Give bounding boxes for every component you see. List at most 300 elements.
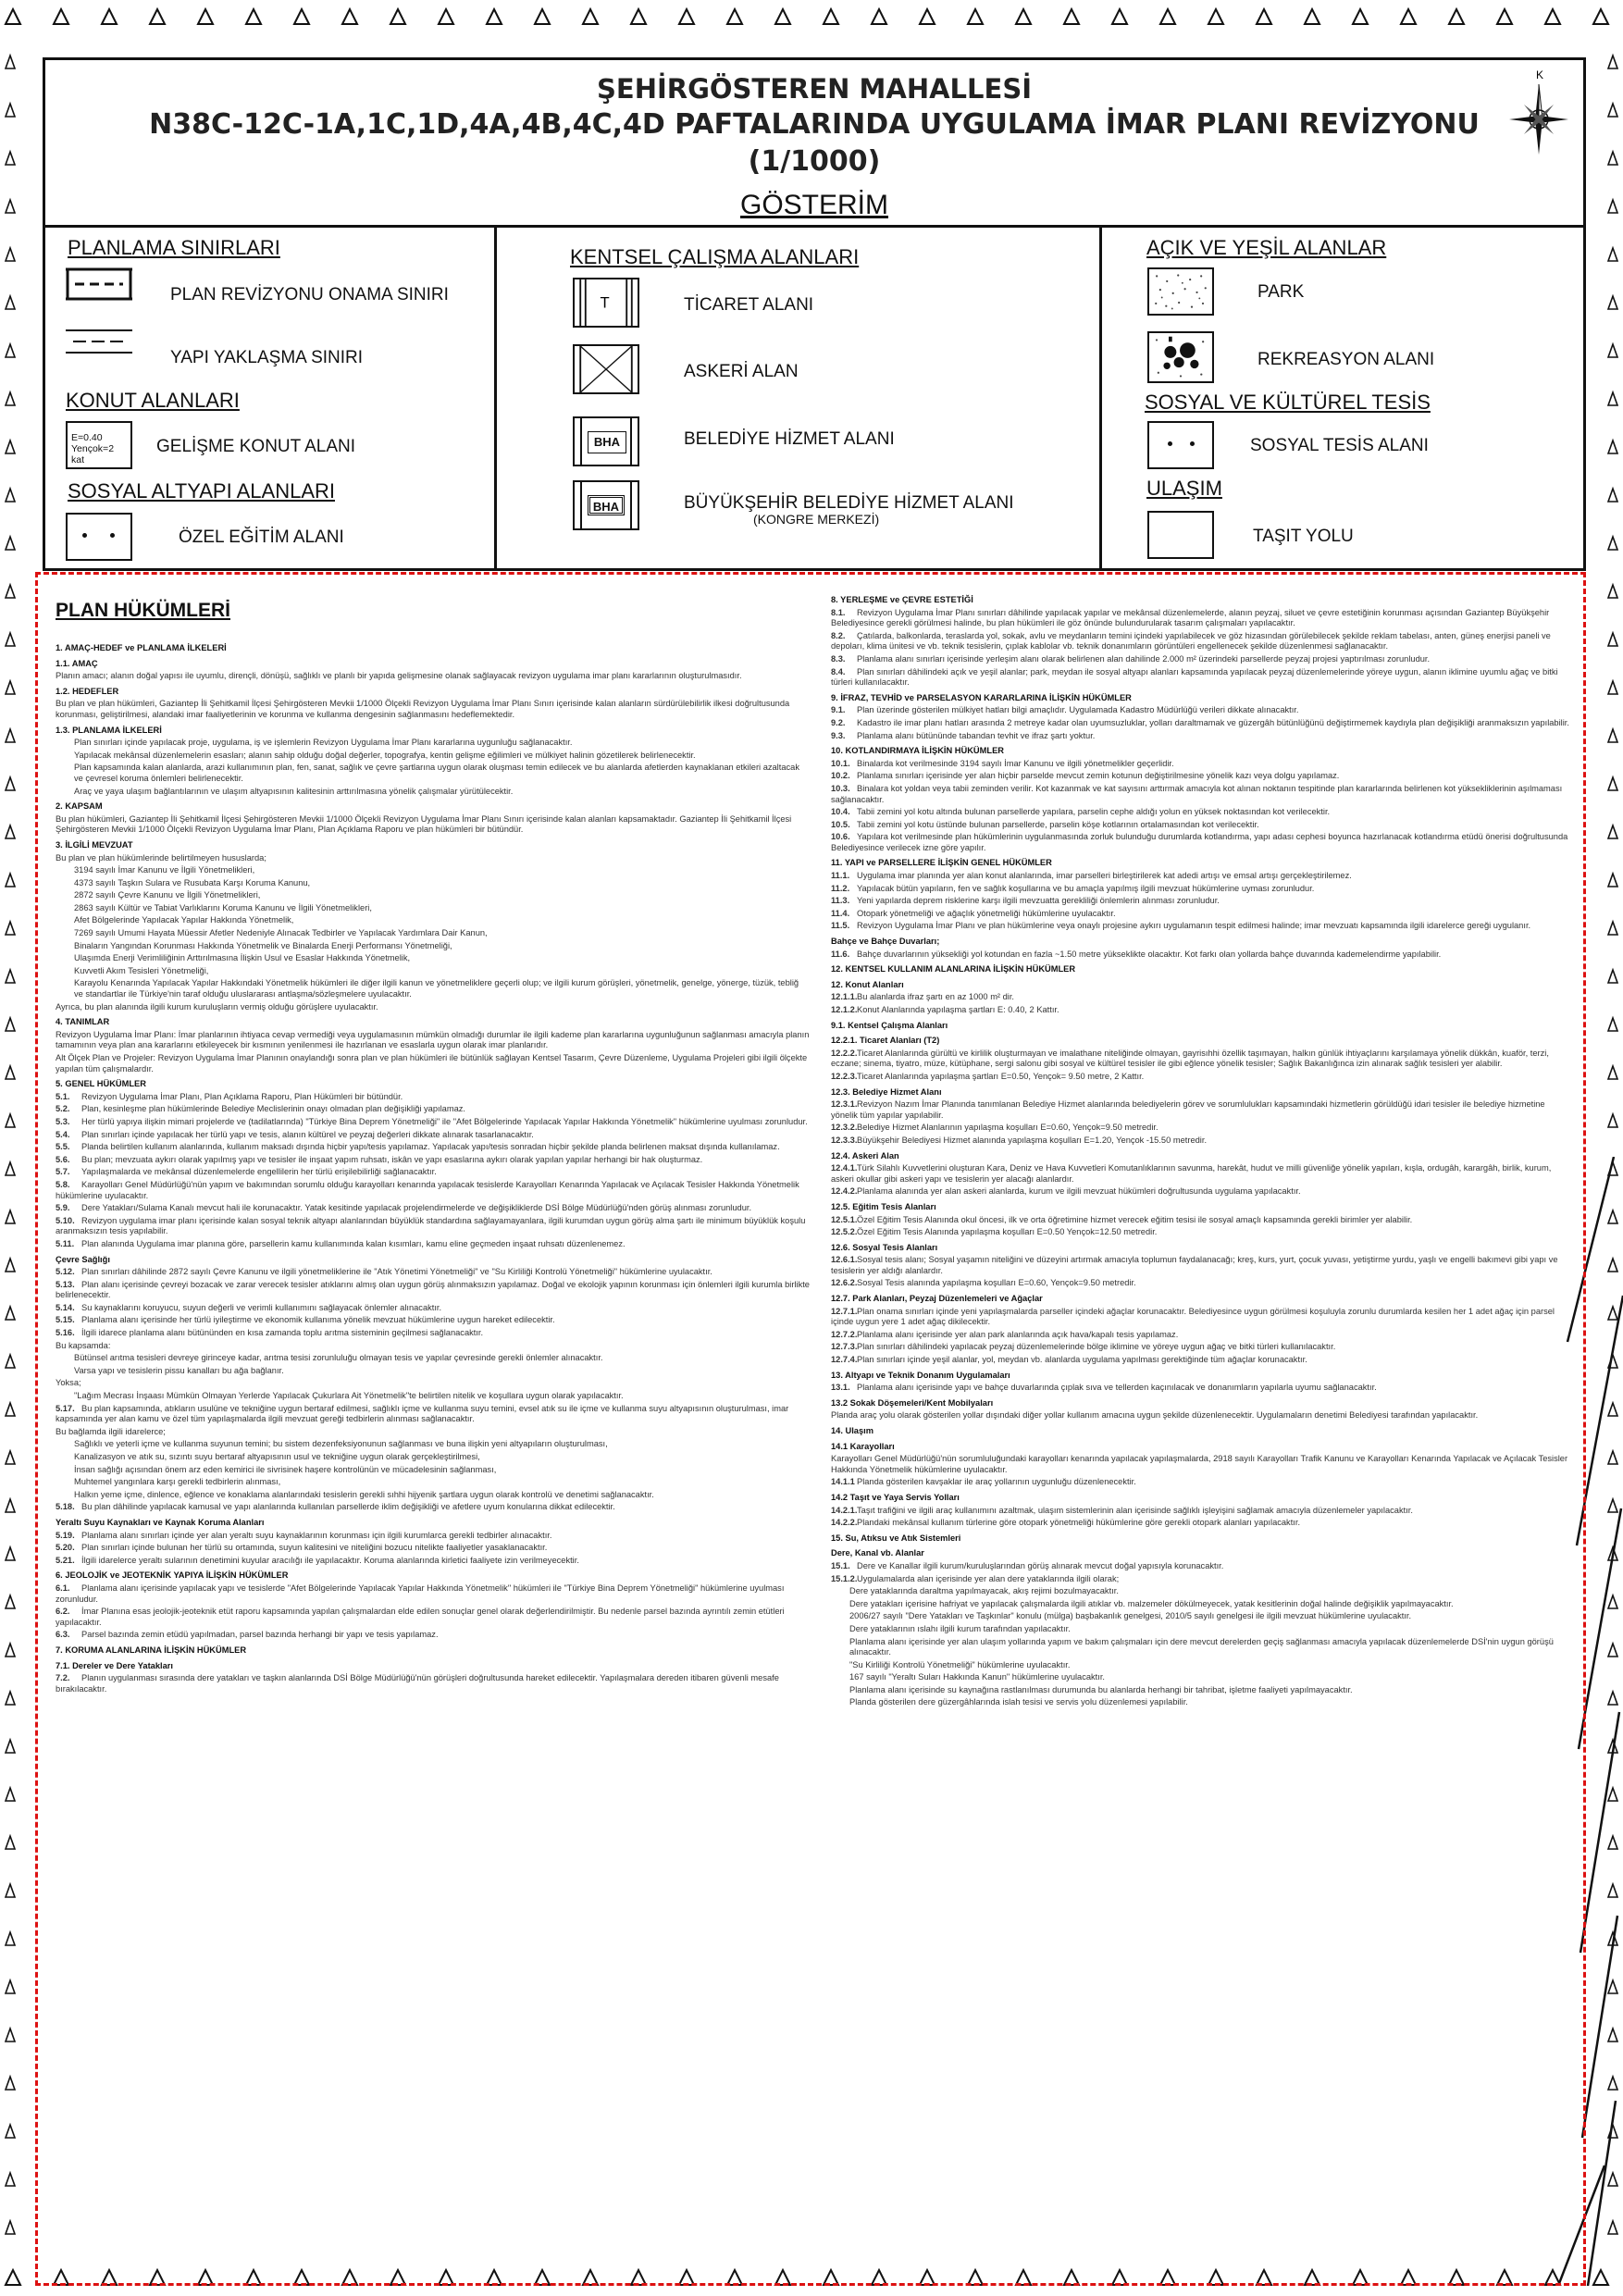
housing-far: E=0.40 xyxy=(71,432,103,443)
border-triangle xyxy=(6,1307,15,1320)
border-triangle xyxy=(6,200,15,213)
border-triangle xyxy=(1608,874,1617,887)
border-triangle xyxy=(6,392,15,405)
provision-item xyxy=(56,1203,810,1214)
provision-heading: 13. Altyapı ve Teknik Donanım Uygulamaları xyxy=(831,1370,1010,1380)
provision-text: Yapılara kot verilmesinde plan hükümlerinin uygulanmasında zorluk bulunduğu durumlarda kotlandırma, yapı adası cephesi boyunca hazırlanacak kotlandırma etüdü önerisi doğrultusunda Belediyesince verilecek izne göre yapılır. xyxy=(831,832,1568,852)
provision-text: Sosyal tesis alanı; Sosyal yaşamın niteliğini ve düzeyini artırmak amacıyla toplumun faydalanacağı; kreş, kurs, yurt, çocuk yuvası, yetiştirme yurdu, yaşlı ve engelli bakımevi gibi yapı ve tesislerin yer aldığı alanlardır. xyxy=(831,1255,1558,1275)
border-triangle xyxy=(1608,633,1617,646)
border-triangle xyxy=(1608,56,1617,68)
provision-number: 5.3. xyxy=(56,1116,70,1126)
provision-item xyxy=(831,896,1571,907)
border-triangle xyxy=(6,1066,15,1079)
border-triangle xyxy=(6,344,15,357)
provision-text: Yapılacak bütün yapıların, fen ve sağlık koşullarına ve bu amaçla yapılmış ilgili mevzuat hükümlerine uyması zorunludur. xyxy=(857,883,1315,893)
border-triangle xyxy=(727,9,742,24)
onama-siniri-label: PLAN REVİZYONU ONAMA SINIRI xyxy=(170,285,449,304)
provision-text: Binalara kot yoldan veya tabii zeminden verilir. Kot kazanmak ve kat sayısını arttırmak amacıyla kot alınan noktanın tespitinde plan kararlarında belirlenen kot yüksekliklerinin aşılmaması sağlanacaktır. xyxy=(831,783,1563,804)
provision-heading: 9.1. Kentsel Çalışma Alanları xyxy=(831,1020,948,1030)
provision-item xyxy=(831,1163,1571,1185)
provision-item xyxy=(56,1556,810,1567)
provision-text: Otopark yönetmeliği ve ağaçlık yönetmeliği hükümlerine uyulacaktır. xyxy=(857,908,1116,918)
provision-number: 5.16. xyxy=(56,1328,75,1338)
provision-number: 6.2. xyxy=(56,1607,70,1617)
municipal-service-symbol xyxy=(573,416,639,466)
provision-item xyxy=(56,1267,810,1278)
provision-number: 11.6. xyxy=(831,949,850,959)
border-triangle xyxy=(6,1499,15,1512)
ozel-egitim-label: ÖZEL EĞİTİM ALANI xyxy=(179,527,344,547)
provision-item xyxy=(56,1630,810,1641)
provision-item xyxy=(56,1142,810,1153)
provision-heading: 7. KORUMA ALANLARINA İLİŞKİN HÜKÜMLER xyxy=(56,1644,247,1655)
provision-heading: Çevre Sağlığı xyxy=(56,1254,110,1264)
konut-title: KONUT ALANLARI xyxy=(66,389,240,412)
provision-item xyxy=(831,1355,1571,1366)
border-triangle xyxy=(6,1114,15,1127)
provision-text: İmar Planına esas jeolojik-jeoteknik etüt raporu kapsamında yapılan çalışmalardan elde edilen sonuçlar genel olarak değerlendirilmiştir. Bu nedenle parsel bazında ayrıntılı zemin etütleri yapılacaktır. xyxy=(56,1607,785,1627)
provision-text: Planlama sınırları içerisinde yer alan hiçbir parselde mevcut zemin kotunun değiştirilmesine yönelik kazı veya dolgu yapılamaz. xyxy=(857,771,1340,781)
provision-number: 10.6. xyxy=(831,832,850,842)
provision-number: 5.13. xyxy=(56,1279,75,1289)
provision-item xyxy=(831,784,1571,805)
provision-number: 8.3. xyxy=(831,653,846,664)
provision-item xyxy=(56,1216,810,1237)
provision-item xyxy=(831,1136,1571,1147)
provision-paragraph: Planda araç yolu olarak gösterilen yollar dışındaki diğer yollar kullanım amacına uygun şekilde düzenlenecektir. Uygulamaların denetimi Belediyesi tarafından yapılacaktır. xyxy=(831,1410,1479,1421)
border-triangle xyxy=(198,9,213,24)
social-facility-symbol xyxy=(1147,421,1214,469)
provision-number: 14.1.1 xyxy=(831,1477,855,1487)
provision-number: 5.18. xyxy=(56,1502,75,1512)
provision-number: 5.4. xyxy=(56,1129,70,1139)
provision-text: Su kaynaklarını koruyucu, suyun değerli ve verimli kullanımını sağlayacak önlemler alınacaktır. xyxy=(81,1302,442,1312)
border-triangle xyxy=(1608,729,1617,742)
provision-heading: 1.1. AMAÇ xyxy=(56,658,98,668)
border-triangle xyxy=(1608,970,1617,983)
provision-item xyxy=(831,1099,1571,1121)
provision-number: 5.8. xyxy=(56,1179,70,1189)
provision-item xyxy=(831,1227,1571,1238)
provision-text: Taşıt trafiğini ve ilgili araç kullanımını azaltmak, ulaşım sistemlerinin alan içerisinde sağlıklı işleyişini sağlamak amacıyla düzenlemeler yapılacaktır. xyxy=(857,1505,1413,1515)
provision-item xyxy=(831,1574,1571,1585)
provision-heading: 15. Su, Atıksu ve Atık Sistemleri xyxy=(831,1533,961,1543)
provision-text: Yeni yapılarda deprem risklerine karşı ilgili mevzuatta gerekliliği önlemlerin alınması zorunludur. xyxy=(857,896,1220,906)
municipal-code: BHA xyxy=(588,431,626,453)
border-triangle xyxy=(6,729,15,742)
border-triangle xyxy=(6,441,15,453)
provision-number: 5.19. xyxy=(56,1530,75,1540)
border-triangle xyxy=(6,1595,15,1608)
border-triangle xyxy=(1608,392,1617,405)
provision-number: 10.4. xyxy=(831,807,850,817)
border-triangle xyxy=(1608,777,1617,790)
provision-paragraph: Bu kapsamda: xyxy=(56,1340,111,1350)
provision-heading: 7.1. Dereler ve Dere Yatakları xyxy=(56,1660,173,1670)
provision-number: 13.1. xyxy=(831,1383,850,1393)
provision-text: Plan üzerinde gösterilen mülkiyet hatları bilgi amaçlıdır. Uygulamada Kadastro Müdürlüğü verileri dikkate alınacaktır. xyxy=(857,705,1299,715)
provision-item xyxy=(831,1518,1571,1529)
provision-bullet: 2006/27 sayılı "Dere Yatakları ve Taşkınlar" konulu (mülga) başbakanlık genelgesi, 2010/5 sayılı genelgesi ile ilgili mevzuat hükümlerine uyulacaktır. xyxy=(849,1611,1412,1621)
provision-number: 5.21. xyxy=(56,1555,75,1565)
provision-text: Revizyon Uygulama İmar Planı ve plan hükümlerine veya onaylı projesine aykırı uygulamanın tespit edilmesi halinde; imar mevzuatı kapsamında ilgili idarelerce gereği uygulanır. xyxy=(857,921,1531,931)
provision-number: 7.2. xyxy=(56,1673,70,1683)
provision-text: Planlama alanı içerisinde her türlü iyileştirme ve ekonomik kullanıma yönelik mevzuat hükümlerine uygun hareket edilecektir. xyxy=(81,1315,555,1325)
provision-heading: 9. İFRAZ, TEVHİD ve PARSELASYON KARARLARINA İLİŞKİN HÜKÜMLER xyxy=(831,692,1132,702)
border-triangle xyxy=(6,489,15,502)
provision-bullet: Halkın yeme içme, dinlence, eğlence ve konaklama alanlarındaki tesislerin gerekli sıhhi hijyenik şartlara uygun olarak kontrolü ve denetimi sağlanacaktır. xyxy=(74,1489,654,1499)
border-triangle xyxy=(1608,1066,1617,1079)
legend-col-divider-2 xyxy=(1099,225,1102,568)
border-triangle xyxy=(6,1932,15,1945)
provision-item xyxy=(56,1303,810,1314)
provision-item xyxy=(831,667,1571,689)
provision-item xyxy=(831,1383,1571,1394)
provision-heading: 10. KOTLANDIRMAYA İLİŞKİN HÜKÜMLER xyxy=(831,746,1004,756)
provision-paragraph: Alt Ölçek Plan ve Projeler: Revizyon Uygulama İmar Planının onaylandığı sonra plan ve plan hükümleri ile bütünlük sağlayan Kentsel Tasarım, Çevre Düzenleme, Uygulama Projeleri gibi ilgili ölçekte yapılan tüm çalışmalardır. xyxy=(56,1053,808,1074)
border-triangle xyxy=(1608,344,1617,357)
provision-bullet: 2872 sayılı Çevre Kanunu ve İlgili Yönetmelikleri, xyxy=(74,890,261,900)
housing-symbol xyxy=(66,421,132,469)
provision-text: Planlama alanı sınırları içerisinde yerleşim alanı olarak belirlenen alan dahilinde 2.000 m² üzerindeki parsellerde peyzaj projesi yaptırılması zorunludur. xyxy=(857,653,1431,664)
provision-number: 14.2.2. xyxy=(831,1518,858,1528)
provision-text: Çatılarda, balkonlarda, teraslarda yol, sokak, avlu ve meydanların temini içindeki yapılabilecek ve göz hizasından görülebilecek şekilde reklam tabelası, anten, güneş enerjisi paneli ve depoları, klima ünitesi ve vb. teknik tesislerin, çıplak kablolar vb. teknik donanımların görüntüleri engellenecek şekilde düzenlenmesi sağlanacaktır. xyxy=(831,630,1551,652)
kongre-label: (KONGRE MERKEZİ) xyxy=(753,512,880,527)
provision-text: Planlama alanı içerisinde yapılacak yapı ve tesislerde "Afet Bölgelerinde Yapılacak Yapılar Hakkında Yönetmelik" hükümleri ile "Türkiye Bina Deprem Yönetmeliği" hükümlerine uyulması zorunludur. xyxy=(56,1582,785,1604)
provision-item xyxy=(831,654,1571,665)
border-triangle xyxy=(631,9,646,24)
provision-number: 15.1.2. xyxy=(831,1573,858,1583)
provision-item xyxy=(831,631,1571,652)
legend-col-divider-1 xyxy=(494,225,497,568)
provision-text: Bu alanlarda ifraz şartı en az 1000 m² dir. xyxy=(857,992,1015,1002)
provision-item xyxy=(831,884,1571,895)
provision-number: 8.1. xyxy=(831,607,846,617)
provision-bullet: Dere yataklarında daraltma yapılmayacak, akış rejimi bozulmayacaktır. xyxy=(849,1586,1119,1596)
provision-text: Dere Yatakları/Sulama Kanalı mevcut hali ile korunacaktır. Yatak kesitinde yapılacak projelendirmelerde ve değişikliklerde DSİ Bölge Müdürlüğü'nden görüş alınması zorunludur. xyxy=(81,1203,752,1213)
provision-item xyxy=(56,1583,810,1605)
provision-text: Planın uygulanması sırasında dere yatakları ve taşkın alanlarında DSİ Bölge Müdürlüğü'nün görüşleri doğrultusunda hareket edilecektir. Yapılaşmalara dereden itibaren güvenli mesafe bırakılacaktır. xyxy=(56,1673,779,1694)
border-triangle xyxy=(583,9,598,24)
provision-item xyxy=(831,1255,1571,1276)
provision-number: 12.2.3. xyxy=(831,1071,858,1081)
provision-number: 8.4. xyxy=(831,666,846,676)
provision-text: Binalarda kot verilmesinde 3194 sayılı İmar Kanunu ve ilgili yönetmelikler geçerlidir. xyxy=(857,758,1174,768)
provision-item xyxy=(831,608,1571,629)
provision-number: 9.1. xyxy=(831,705,846,715)
north-label: K xyxy=(1536,68,1544,81)
askeri-label: ASKERİ ALAN xyxy=(684,362,799,381)
provision-bullet: 4373 sayılı Taşkın Sulara ve Rusubata Karşı Koruma Kanunu, xyxy=(74,877,311,887)
provision-number: 5.9. xyxy=(56,1203,70,1213)
provision-heading: 11. YAPI ve PARSELLERE İLİŞKİN GENEL HÜKÜMLER xyxy=(831,858,1052,868)
legend-frame xyxy=(43,57,1586,571)
provision-bullet: Planda gösterilen dere güzergâhlarında islah tesisi ve servis yolu düzenlemesi yapılabilir. xyxy=(849,1697,1188,1707)
military-symbol xyxy=(573,344,639,394)
border-triangle xyxy=(6,1547,15,1560)
provision-item xyxy=(831,921,1571,932)
provision-number: 12.7.3. xyxy=(831,1342,858,1352)
border-triangle xyxy=(535,9,550,24)
provision-item xyxy=(831,949,1571,961)
provision-text: Karayolları Genel Müdürlüğü'nün yapım ve bakımından sorumlu olduğu karayolları kenarında yapılacak tesislerde Karayolları Kenarında Yapılacak ve Açılacak Tesisler Hakkında Yönetmelik hükümlerine uyulacaktır. xyxy=(56,1179,799,1200)
provision-text: Yapılaşmalarda ve mekânsal düzenlemelerde engellilerin her türlü erişilebilirliği sağlanacaktır. xyxy=(81,1167,437,1177)
provision-text: Planlama alanı içerisinde yer alan park alanlarında açık hava/kapalı tesis yapılamaz. xyxy=(857,1329,1179,1339)
sosyal-kultur-title: SOSYAL VE KÜLTÜREL TESİS xyxy=(1145,391,1431,414)
provision-text: Revizyon Uygulama İmar Planı sınırları dâhilinde yapılacak yapılar ve mekânsal düzenlemelerde, alanın peyzaj, siluet ve çevre estetiğinin korunması açısından Gaziantep Büyükşehir Belediyesince gerekli görülmesi halinde, bu plan hükümleri ile göz önünde bulundurularak tasarım çalışmaları yapılacaktır. xyxy=(831,607,1550,628)
provision-item xyxy=(831,1307,1571,1328)
provision-text: Revizyon Nazım İmar Planında tanımlanan Belediye Hizmet alanlarında belediyelerin görev ve sorumlulukları kapsamındaki hizmetlerin görüldüğü idari tesisler ile belediye hizmetine yönelik tüm yapılar yapılabilir. xyxy=(831,1099,1545,1120)
provision-bullet: Kuvvetli Akım Tesisleri Yönetmeliği, xyxy=(74,965,209,975)
border-triangle xyxy=(6,1403,15,1416)
provision-paragraph: Ayrıca, bu plan alanında ilgili kurum kuruluşların vermiş olduğu görüşlere uyulacaktır. xyxy=(56,1001,378,1011)
provision-item xyxy=(831,1477,1571,1488)
provision-item xyxy=(831,1072,1571,1083)
provision-heading: 3. İLGİLİ MEVZUAT xyxy=(56,839,133,850)
provision-bullet: Binaların Yangından Korunması Hakkında Yönetmelik ve Binalarda Enerji Performansı Yönetmeliği, xyxy=(74,940,452,950)
provision-text: Planda belirtilen kullanım alanlarında, kullanım maksadı dışında hiçbir yapı/tesis yapılamaz. Yapılacak yapı/tesis sonradan hiçbir şekilde planda belirlenen maksat dışında kullanılamaz. xyxy=(81,1142,780,1152)
provision-item xyxy=(56,1502,810,1513)
provision-number: 12.3.1. xyxy=(831,1099,858,1110)
legend-divider xyxy=(45,225,1583,228)
border-triangle xyxy=(6,104,15,117)
provision-paragraph: Revizyon Uygulama İmar Planı: İmar planlarının ihtiyaca cevap vermediği veya uygulamasının mümkün olmadığı durumlar ile ilgili kademe plan kararlarına uygunluğunun sağlanması amacıyla planın tamamının veya plan ana kararlarını etkileyecek bir kısmının yenilenmesi ile hazırlanan ve esaslarla uygun olarak imar planlarıdır. xyxy=(56,1029,810,1050)
border-triangle xyxy=(1064,9,1079,24)
park-symbol xyxy=(1147,267,1214,316)
provision-item xyxy=(831,1186,1571,1198)
provision-number: 12.6.2. xyxy=(831,1278,858,1288)
belediye-hizmet-label: BELEDİYE HİZMET ALANI xyxy=(684,429,895,449)
provision-heading: 1.3. PLANLAMA İLKELERİ xyxy=(56,725,162,735)
provision-heading: 12.3. Belediye Hizmet Alanı xyxy=(831,1086,942,1097)
provision-number: 12.7.2. xyxy=(831,1329,858,1339)
provision-bullet: Plan kapsamında kalan alanlarda, arazi kullanımının plan, fen, sanat, sağlık ve çevre şartlarına uygun olarak oluşması temin edilecek ve bu alanlarda afetlerden kaynaklanan etkileri azaltacak ve çevresel koruma önlemleri belirlenecektir. xyxy=(74,763,799,783)
provision-number: 12.4.2. xyxy=(831,1186,858,1197)
title-scale: (1/1000) xyxy=(748,145,881,178)
border-triangle xyxy=(246,9,261,24)
provision-text: Uygulama imar planında yer alan konut alanlarında, imar parselleri birleştirilerek kat adedi artışı ve emsal artışı gerçekleştirilemez. xyxy=(857,871,1352,881)
provision-number: 9.2. xyxy=(831,717,846,727)
metropolitan-code: BHA xyxy=(588,495,625,515)
provision-heading: 8. YERLEŞME ve ÇEVRE ESTETİĞİ xyxy=(831,595,973,604)
provision-number: 12.1.2. xyxy=(831,1005,858,1014)
provision-number: 8.2. xyxy=(831,630,846,640)
provision-number: 12.5.2. xyxy=(831,1227,858,1237)
provision-item xyxy=(831,1005,1571,1016)
border-triangle xyxy=(1608,441,1617,453)
provision-item xyxy=(831,759,1571,770)
provision-text: Türk Silahlı Kuvvetlerini oluşturan Kara, Deniz ve Hava Kuvvetleri Komutanlıklarının savunma, harekât, hudut ve milli güvenliğe yönelik yapıları, kışla, ordugâh, karargâh, birlik, kurum, askeri okullar gibi askeri yapı ve tesislerin yer alacağı alanlardır. xyxy=(831,1163,1552,1184)
border-triangle xyxy=(6,2173,15,2186)
provision-number: 11.5. xyxy=(831,921,850,931)
provision-item xyxy=(831,1123,1571,1134)
border-triangle xyxy=(1160,9,1175,24)
provision-number: 5.10. xyxy=(56,1215,75,1225)
border-triangle xyxy=(1608,1018,1617,1031)
provision-number: 11.3. xyxy=(831,896,850,906)
provision-number: 5.7. xyxy=(56,1167,70,1177)
provision-bullet: Sağlıklı ve yeterli içme ve kullanma suyunun temini; bu sistem dezenfeksiyonunun sağlanması ve buna ilişkin yeni altyapıların oluşturulması, xyxy=(74,1439,608,1449)
provision-item xyxy=(56,1104,810,1115)
provision-heading: 14.2 Taşıt ve Yaya Servis Yolları xyxy=(831,1492,960,1502)
provision-bullet: Plan sınırları içinde yapılacak proje, uygulama, iş ve işlemlerin Revizyon Uygulama İmar Planı kararlarına uygunluğu sağlanacaktır. xyxy=(74,738,573,748)
provision-text: Plan, kesinleşme plan hükümlerinde Belediye Meclislerinin onayı olmadan plan değişikliği yapılamaz. xyxy=(81,1104,465,1114)
provision-item xyxy=(56,1092,810,1103)
border-triangle xyxy=(6,152,15,165)
provision-text: Plan sınırları dâhilinde 2872 sayılı Çevre Kanunu ve ilgili yönetmeliklerine ile "Atık Yönetimi Yönetmeliği" ve "Su Kirliliği Kontrolü Yönetmeliği" hükümlerine uyulacaktır. xyxy=(81,1267,712,1277)
provision-text: Planda gösterilen kavşaklar ile araç yollarının uygunluğu düzenlenecektir. xyxy=(857,1477,1136,1487)
provision-heading: 12.5. Eğitim Tesis Alanları xyxy=(831,1201,936,1211)
provision-item xyxy=(831,832,1571,853)
provision-item xyxy=(56,1543,810,1554)
park-label: PARK xyxy=(1258,282,1305,302)
provision-text: Planlama alanında yer alan askeri alanlarda, kurum ve ilgili mevzuat hükümleri doğrultusunda uygulama yapılacaktır. xyxy=(857,1186,1301,1197)
border-triangle xyxy=(968,9,983,24)
provision-bullet: "Su Kirliliği Kontrolü Yönetmeliği" hükümlerine uyulacaktır. xyxy=(849,1659,1071,1669)
border-triangle xyxy=(6,1355,15,1368)
provision-number: 12.6.1. xyxy=(831,1255,858,1265)
provision-text: Bu plan; mevzuata aykırı olarak yapılmış yapı ve tesisler ile inşaat yapım ruhsatı, iskân ve yapı esaslarına aykırı olarak yapılan yapılar herhangi bir hak oluşturmaz. xyxy=(81,1154,703,1164)
provision-text: Plan alanı içerisinde çevreyi bozacak ve zarar verecek tesisler atıklarını almış olan uygun görüş alınmaksızın yapılamaz. Doğal ve ekolojik yapının korunması için önlemleri ilgili kurumla birlikte belirlenecektir. xyxy=(56,1279,810,1300)
approval-boundary-symbol xyxy=(66,267,132,302)
border-triangle xyxy=(6,825,15,838)
provision-heading: 12. Konut Alanları xyxy=(831,979,904,989)
border-triangle xyxy=(294,9,309,24)
provision-heading: Yeraltı Suyu Kaynakları ve Kaynak Koruma Alanları xyxy=(56,1517,265,1527)
provision-number: 5.12. xyxy=(56,1267,75,1277)
border-triangle xyxy=(6,56,15,68)
provision-text: Plan onama sınırları içinde yeni yapılaşmalarda parseller içindeki ağaçlar korunacaktır. Belediyesince uygun görülmesi koşuluyla zorunlu durumlarda kesilen her 1 adet ağaç için parsel içinde uygun yere 1 adet ağaç dikilecektir. xyxy=(831,1306,1555,1327)
border-triangle xyxy=(6,1692,15,1705)
provision-item xyxy=(56,1130,810,1141)
border-triangle xyxy=(6,681,15,694)
commerce-symbol xyxy=(573,278,639,328)
provision-bullet: Muhtemel yangınlara karşı gerekli tedbirlerin alınması, xyxy=(74,1477,281,1487)
border-triangle xyxy=(1608,922,1617,935)
provision-item xyxy=(831,771,1571,782)
provision-item xyxy=(56,1117,810,1128)
border-triangle xyxy=(6,537,15,550)
border-triangle xyxy=(872,9,886,24)
border-triangle xyxy=(6,1740,15,1753)
provision-bullet: Planlama alanı içerisinde su kaynağına rastlanılması durumunda bu alanlarda herhangi bir tahribat, işletme faaliyeti yapılmayacaktır. xyxy=(849,1684,1353,1694)
private-education-symbol xyxy=(66,513,132,561)
provision-text: Büyükşehir Belediyesi Hizmet alanında yapılaşma koşulları E=1.20, Yençok -15.50 metredir. xyxy=(857,1135,1208,1145)
provision-text: Bu plan kapsamında, atıkların usulüne ve tekniğine uygun bertaraf edilmesi, sağlıklı içme ve kullanma suyu temini, evsel atık su ile içme ve kullanma suyu altyapısının oluşturulması, imar kapsamında yer alan kamu ve özel tüm yapılaşmalarda ilgili mevzuat gereği tedbirlerin alınması sağlanacaktır. xyxy=(56,1403,789,1424)
provision-item xyxy=(831,705,1571,716)
border-triangle xyxy=(6,2125,15,2138)
left-triangle-border xyxy=(4,0,17,2296)
provision-bullet: Dere yataklarının ıslahı ilgili kurum tarafından yapılacaktır. xyxy=(849,1623,1071,1633)
provision-paragraph: Planın amacı; alanın doğal yapısı ile uyumlu, dirençli, dönüşü, sağlıklı ve planlı bir yapıda gelişmesine olanak sağlayacak revizyon uygulama imar planı kararlarının oluşturulmasıdır. xyxy=(56,671,742,681)
provision-text: Plandaki mekânsal kullanım türlerine göre otopark yönetmeliği hükümlerine göre gerekli otopark alanları yapılacaktır. xyxy=(857,1518,1301,1528)
provision-number: 11.4. xyxy=(831,908,850,918)
provision-text: Her türlü yapıya ilişkin mimari projelerde ve (tadilatlarında) "Türkiye Bina Deprem Yönetmeliği" ile "Afet Bölgelerinde Yapılacak Yapılar Hakkında Yönetmelik" hükümlerine uyulması zorunludur. xyxy=(81,1116,808,1126)
provision-bullet: 7269 sayılı Umumi Hayata Müessir Afetler Nedeniyle Alınacak Tedbirler ve Yapılacak Yardımlara Dair Kanun, xyxy=(74,928,488,938)
gelisme-konut-label: GELİŞME KONUT ALANI xyxy=(156,437,356,456)
provision-paragraph: Bu plan hükümleri, Gaziantep İli Şehitkamil İlçesi Şehirgösteren Mevkii 1/1000 Ölçekli Revizyon Uygulama İmar Planı Sınırı içerisinde kalan alanları kapsamaktadır. Gaziantep İli Şehitkamil İlçesi Şehirgösteren Mevkii 1/1000 Ölçekli Revizyon Uygulama İmar Planı, Plan Açıklama Raporu ve plan hükümleri bir bütündür. xyxy=(56,813,792,835)
setback-line-symbol xyxy=(66,328,132,355)
border-triangle xyxy=(1353,9,1368,24)
provision-number: 12.3.3. xyxy=(831,1135,858,1145)
provision-number: 5.20. xyxy=(56,1543,75,1553)
border-triangle xyxy=(6,1884,15,1897)
provision-number: 5.11. xyxy=(56,1238,75,1248)
border-triangle xyxy=(6,874,15,887)
sosyal-tesis-label: SOSYAL TESİS ALANI xyxy=(1250,436,1429,455)
provision-heading: 2. KAPSAM xyxy=(56,801,103,812)
north-arrow-icon xyxy=(1505,66,1572,168)
border-triangle xyxy=(679,9,694,24)
provision-item xyxy=(56,1607,810,1628)
border-triangle xyxy=(6,248,15,261)
provision-bullet: Karayolu Kenarında Yapılacak Yapılar Hakkındaki Yönetmelik hükümleri ile diğer ilgili kanun ve yönetmeliklere geçerli olup; ve ilgili kurum görüşleri, yönetmelik, genelge, yönerge, tüzük, tebliğ ve standartlar ile Türkiye'nin taraf olduğu uluslararası antlaşma/sözleşmelere uyulacaktır. xyxy=(74,978,799,999)
top-triangle-border xyxy=(0,4,1623,31)
provision-item xyxy=(831,871,1571,882)
provision-text: Revizyon uygulama imar planı içerisinde kalan sosyal teknik altyapı alanlarından büyüklük standardına sağlayamayanlara, ilgili kurumdan uygun görüş alma şartı ile minimum büyüklük koşulu aranmaksızın tesis yapılabilir. xyxy=(56,1215,806,1236)
border-triangle xyxy=(6,2077,15,2090)
yaklasma-siniri-label: YAPI YAKLAŞMA SINIRI xyxy=(170,348,364,367)
provision-item xyxy=(831,1561,1571,1572)
provision-bullet: Bütünsel arıtma tesisleri devreye girinceye kadar, arıtma tesisi zorunluluğu olmayan tesis ve yapılar çevresinde gerekli önlemler alınacaktır. xyxy=(74,1353,603,1363)
provisions-left-column xyxy=(56,639,810,1696)
border-triangle xyxy=(1608,104,1617,117)
provision-item xyxy=(56,1531,810,1542)
border-triangle xyxy=(775,9,790,24)
provision-paragraph: Bu bağlamda ilgili idarelerce; xyxy=(56,1426,166,1436)
provision-heading: 12.6. Sosyal Tesis Alanları xyxy=(831,1242,938,1252)
border-triangle xyxy=(1545,9,1560,24)
provision-item xyxy=(831,731,1571,742)
border-triangle xyxy=(6,1210,15,1223)
provision-text: Bu plan dâhilinde yapılacak kamusal ve yapı alanlarında kullanılan parsellerde iklim değişikliği ve afetlere uyum konularına dikkat edilecektir. xyxy=(81,1502,615,1512)
border-triangle xyxy=(6,1259,15,1272)
provision-bullet: Varsa yapı ve tesislerin pissu kanalları bu ağa bağlanır. xyxy=(74,1365,284,1375)
provision-bullet: Yapılacak mekânsal düzenlemelerin esasları; alanın sahip olduğu doğal değerler, topografya, kentin gelişme eğilimleri ve mülkiyet halinin gözetilerek belirlenecektir. xyxy=(74,750,696,760)
border-triangle xyxy=(6,1980,15,1993)
provision-text: Plan sınırları dâhilindeki açık ve yeşil alanlar; park, meydan ile sosyal altyapı alanları kapsamında yapılacak peyzaj düzenlemelerinde yöreye uygun, alanın iklimine uyumlu ağaç ve bitki türleri kullanılacaktır. xyxy=(831,666,1558,688)
provision-number: 5.1. xyxy=(56,1091,70,1101)
provision-number: 15.1. xyxy=(831,1560,850,1570)
title-sheets: N38C-12C-1A,1C,1D,4A,4B,4C,4D PAFTALARINDA UYGULAMA İMAR PLANI REVİZYONU xyxy=(149,108,1480,141)
provision-item xyxy=(831,992,1571,1003)
border-triangle xyxy=(439,9,453,24)
provision-text: Belediye Hizmet Alanlarının yapılaşma koşulları E=0.60, Yençok=9.50 metredir. xyxy=(857,1123,1158,1133)
border-triangle xyxy=(390,9,405,24)
provision-text: Uygulamalarda alan içerisinde yer alan dere yataklarında ilgili olarak; xyxy=(857,1573,1120,1583)
provision-bullet: "Lağım Mecrası İnşaası Mümkün Olmayan Yerlerde Yapılacak Çukurlara Ait Yönetmelik"te belirtilen nitelik ve koşullara uygun olarak yapılacaktır. xyxy=(74,1391,624,1401)
road-symbol xyxy=(1147,511,1214,559)
border-triangle xyxy=(1449,9,1464,24)
provision-item xyxy=(831,718,1571,729)
provision-text: Özel Eğitim Tesis Alanında yapılaşma koşulları E=0.50 Yençok=12.50 metredir. xyxy=(857,1227,1158,1237)
border-triangle xyxy=(1608,1114,1617,1127)
provision-number: 5.5. xyxy=(56,1142,70,1152)
provision-item xyxy=(831,1049,1571,1070)
provision-heading: 14.1 Karayolları xyxy=(831,1441,895,1451)
provision-bullet: Araç ve yaya ulaşım bağlantılarının ve ulaşım altyapısının kalitesinin arttırılmasına yönelik çalışmalar yürütülecektir. xyxy=(74,786,514,796)
provision-number: 11.2. xyxy=(831,883,850,893)
provision-text: Bahçe duvarlarının yüksekliği yol kotundan en fazla ~1.50 metre yükseklikte olacaktır. Kot farkı olan yollarda bahçe duvarında kademelendirme yapılabilir. xyxy=(857,949,1442,959)
provision-number: 5.6. xyxy=(56,1154,70,1164)
provision-heading: 6. JEOLOJİK ve JEOTEKNİK YAPIYA İLİŞKİN HÜKÜMLER xyxy=(56,1570,289,1581)
provision-item xyxy=(831,1215,1571,1226)
border-triangle xyxy=(6,922,15,935)
provision-text: Planlama alanı içerisinde yapı ve bahçe duvarlarında çıplak sıva ve tellerden kaçınılacak ve donanımların yapılarla uyumu sağlanacaktır. xyxy=(857,1383,1377,1393)
provision-text: Konut Alanlarında yapılaşma şartları E: 0.40, 2 Kattır. xyxy=(857,1005,1059,1014)
provision-item xyxy=(831,1330,1571,1341)
provision-number: 12.4.1. xyxy=(831,1163,858,1173)
